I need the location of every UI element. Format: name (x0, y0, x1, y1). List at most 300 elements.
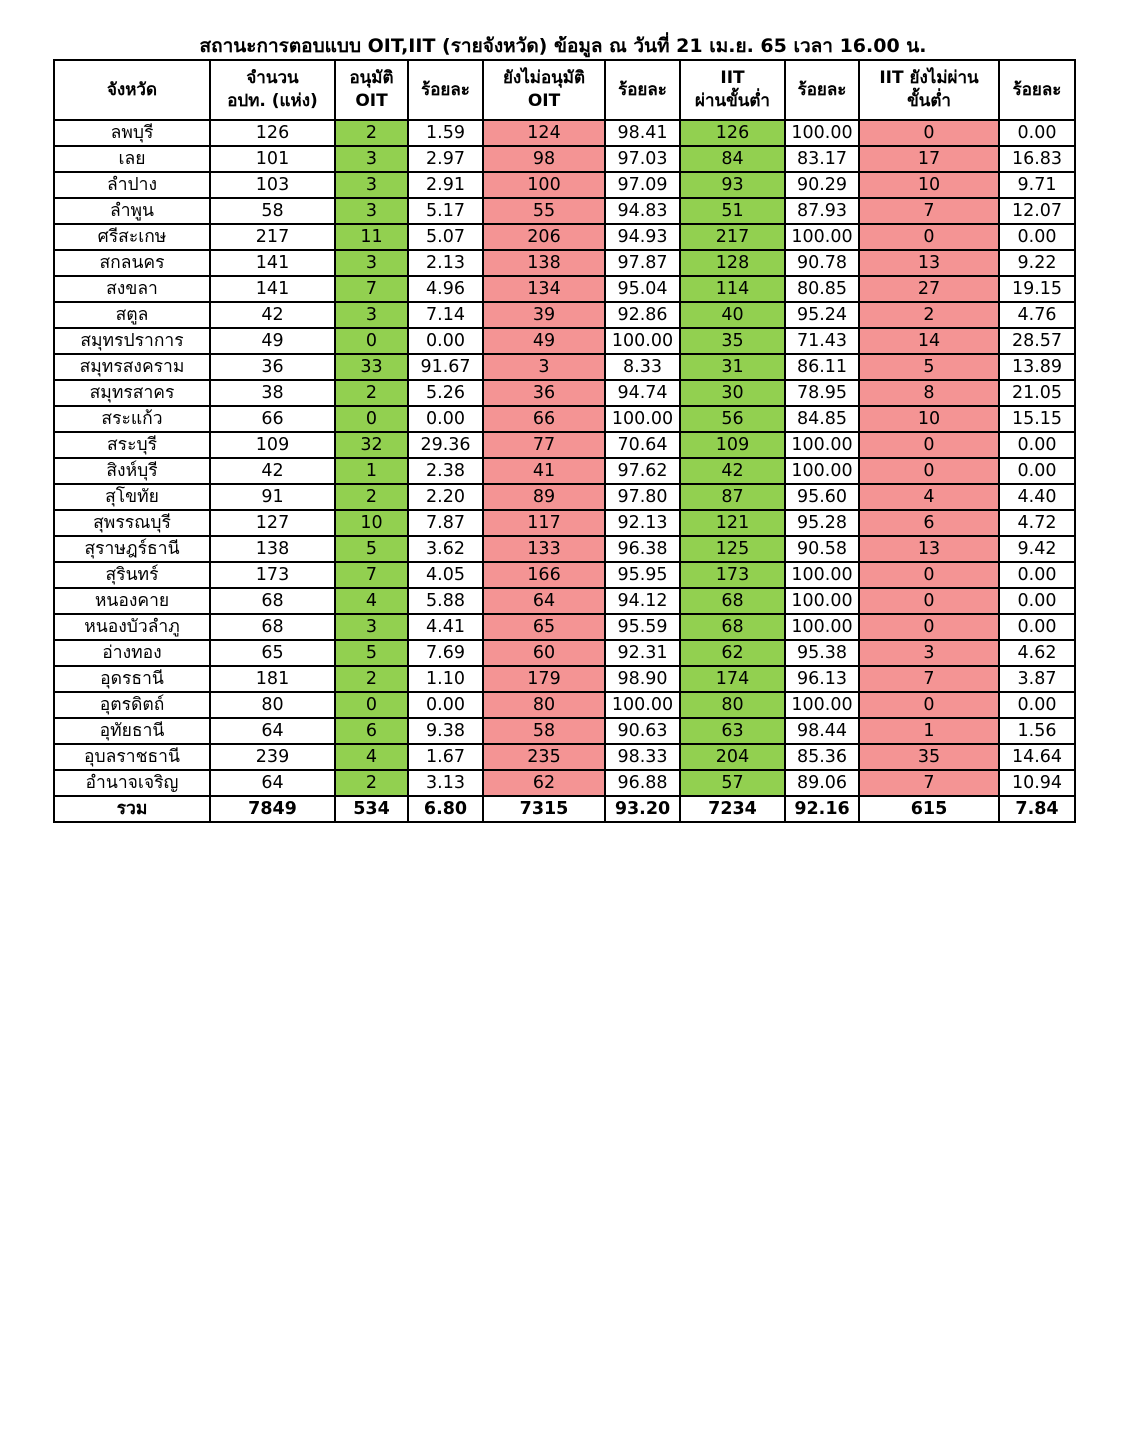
iit-not-passed-percent-cell: 21.05 (999, 380, 1075, 406)
oit-not-approved-percent-cell: 97.09 (605, 172, 680, 198)
table-row (54, 380, 1075, 406)
iit-not-passed-percent-cell: 19.15 (999, 276, 1075, 302)
iit-passed-percent-cell: 95.38 (785, 640, 859, 666)
iit-passed-cell: 30 (680, 380, 785, 406)
province-cell: หนองคาย (54, 588, 210, 614)
oit-not-approved-percent-cell: 70.64 (605, 432, 680, 458)
oit-not-approved-percent-cell: 94.93 (605, 224, 680, 250)
oit-approved-cell: 33 (335, 354, 408, 380)
iit-not-passed-cell: 35 (859, 744, 999, 770)
table-row (54, 302, 1075, 328)
oit-not-approved-percent-cell: 95.95 (605, 562, 680, 588)
column-header (408, 60, 483, 120)
iit-not-passed-percent-cell: 0.00 (999, 562, 1075, 588)
iit-passed-percent-cell: 85.36 (785, 744, 859, 770)
count-cell: 65 (210, 640, 335, 666)
iit-passed-cell: 173 (680, 562, 785, 588)
province-cell: สุโขทัย (54, 484, 210, 510)
iit-not-passed-cell: 7 (859, 666, 999, 692)
iit-not-passed-cell: 0 (859, 458, 999, 484)
iit-not-passed-percent-cell: 14.64 (999, 744, 1075, 770)
province-cell: สุราษฎร์ธานี (54, 536, 210, 562)
column-header-line: IIT (720, 68, 745, 88)
iit-passed-cell: 31 (680, 354, 785, 380)
count-cell: 68 (210, 614, 335, 640)
iit-not-passed-cell: 0 (859, 588, 999, 614)
iit-passed-percent-cell: 84.85 (785, 406, 859, 432)
table-row (54, 718, 1075, 744)
iit-passed-percent-cell: 71.43 (785, 328, 859, 354)
oit-approved-percent-cell: 91.67 (408, 354, 483, 380)
oit-approved-cell: 3 (335, 198, 408, 224)
oit-not-approved-percent-cell: 94.74 (605, 380, 680, 406)
table-row (54, 354, 1075, 380)
oit-approved-percent-cell: 2.13 (408, 250, 483, 276)
oit-not-approved-cell: 55 (483, 198, 605, 224)
oit-not-approved-cell: 179 (483, 666, 605, 692)
oit-approved-percent-cell: 2.91 (408, 172, 483, 198)
iit-not-passed-percent-cell: 4.40 (999, 484, 1075, 510)
iit-not-passed-percent-cell: 0.00 (999, 614, 1075, 640)
oit-approved-cell: 0 (335, 328, 408, 354)
iit-passed-cell: 84 (680, 146, 785, 172)
iit-passed-cell: 68 (680, 588, 785, 614)
oit-not-approved-cell: 100 (483, 172, 605, 198)
iit-not-passed-percent-cell: 28.57 (999, 328, 1075, 354)
oit-not-approved-percent-cell: 92.86 (605, 302, 680, 328)
column-header-line: ร้อยละ (618, 79, 667, 100)
iit-not-passed-percent-cell: 0.00 (999, 588, 1075, 614)
iit-passed-cell: 114 (680, 276, 785, 302)
oit-not-approved-percent-cell: 96.38 (605, 536, 680, 562)
count-cell: 42 (210, 302, 335, 328)
count-cell: 49 (210, 328, 335, 354)
iit-passed-percent-cell: 100.00 (785, 224, 859, 250)
oit-approved-percent-cell: 0.00 (408, 406, 483, 432)
oit-not-approved-cell: 235 (483, 744, 605, 770)
table-row (54, 640, 1075, 666)
oit-not-approved-cell: 138 (483, 250, 605, 276)
province-cell: อุตรดิตถ์ (54, 692, 210, 718)
table-body (54, 120, 1075, 822)
province-cell: ลำพูน (54, 198, 210, 224)
iit-passed-percent-cell: 98.44 (785, 718, 859, 744)
table-row (54, 770, 1075, 796)
iit-not-passed-percent-cell: 4.62 (999, 640, 1075, 666)
iit-not-passed-cell: 14 (859, 328, 999, 354)
iit-not-passed-percent-cell: 12.07 (999, 198, 1075, 224)
total-iit-not-passed-percent-cell: 7.84 (999, 796, 1075, 822)
oit-approved-cell: 2 (335, 484, 408, 510)
oit-approved-cell: 7 (335, 562, 408, 588)
table-row (54, 510, 1075, 536)
column-header (859, 60, 999, 120)
oit-not-approved-cell: 117 (483, 510, 605, 536)
table-row (54, 146, 1075, 172)
table-row (54, 432, 1075, 458)
oit-not-approved-percent-cell: 97.03 (605, 146, 680, 172)
column-header-line: OIT (355, 91, 388, 111)
total-iit-not-passed-cell: 615 (859, 796, 999, 822)
oit-approved-cell: 3 (335, 614, 408, 640)
province-cell: สตูล (54, 302, 210, 328)
oit-approved-cell: 5 (335, 536, 408, 562)
iit-passed-cell: 40 (680, 302, 785, 328)
iit-passed-percent-cell: 95.60 (785, 484, 859, 510)
iit-passed-cell: 126 (680, 120, 785, 146)
oit-not-approved-percent-cell: 90.63 (605, 718, 680, 744)
iit-not-passed-percent-cell: 1.56 (999, 718, 1075, 744)
oit-approved-percent-cell: 5.07 (408, 224, 483, 250)
table-row (54, 198, 1075, 224)
count-cell: 80 (210, 692, 335, 718)
oit-approved-cell: 6 (335, 718, 408, 744)
count-cell: 127 (210, 510, 335, 536)
oit-approved-cell: 2 (335, 770, 408, 796)
oit-approved-percent-cell: 2.38 (408, 458, 483, 484)
oit-approved-percent-cell: 1.67 (408, 744, 483, 770)
iit-not-passed-percent-cell: 9.22 (999, 250, 1075, 276)
oit-approved-cell: 3 (335, 302, 408, 328)
iit-not-passed-percent-cell: 9.42 (999, 536, 1075, 562)
iit-passed-cell: 128 (680, 250, 785, 276)
column-header-line: อปท. (แห่ง) (227, 91, 318, 111)
oit-not-approved-cell: 3 (483, 354, 605, 380)
count-cell: 66 (210, 406, 335, 432)
province-cell: สระบุรี (54, 432, 210, 458)
province-cell: สงขลา (54, 276, 210, 302)
oit-not-approved-percent-cell: 100.00 (605, 692, 680, 718)
province-cell: อำนาจเจริญ (54, 770, 210, 796)
iit-not-passed-cell: 0 (859, 120, 999, 146)
count-cell: 126 (210, 120, 335, 146)
iit-not-passed-cell: 0 (859, 432, 999, 458)
column-header (680, 60, 785, 120)
column-header-line: อนุมัติ (349, 68, 394, 88)
iit-not-passed-cell: 7 (859, 770, 999, 796)
oit-approved-percent-cell: 2.97 (408, 146, 483, 172)
province-cell: ลพบุรี (54, 120, 210, 146)
count-cell: 141 (210, 250, 335, 276)
oit-approved-percent-cell: 4.96 (408, 276, 483, 302)
oit-not-approved-cell: 77 (483, 432, 605, 458)
oit-not-approved-cell: 65 (483, 614, 605, 640)
iit-not-passed-percent-cell: 15.15 (999, 406, 1075, 432)
count-cell: 42 (210, 458, 335, 484)
column-header-line: ขั้นต่ำ (907, 91, 951, 111)
oit-not-approved-percent-cell: 92.13 (605, 510, 680, 536)
iit-not-passed-percent-cell: 3.87 (999, 666, 1075, 692)
oit-approved-percent-cell: 7.69 (408, 640, 483, 666)
iit-passed-cell: 87 (680, 484, 785, 510)
oit-approved-percent-cell: 1.10 (408, 666, 483, 692)
oit-approved-cell: 2 (335, 380, 408, 406)
oit-approved-percent-cell: 5.26 (408, 380, 483, 406)
province-cell: สมุทรสงคราม (54, 354, 210, 380)
iit-not-passed-cell: 1 (859, 718, 999, 744)
iit-not-passed-cell: 13 (859, 536, 999, 562)
iit-not-passed-percent-cell: 16.83 (999, 146, 1075, 172)
iit-not-passed-percent-cell: 0.00 (999, 432, 1075, 458)
count-cell: 138 (210, 536, 335, 562)
iit-passed-percent-cell: 87.93 (785, 198, 859, 224)
iit-not-passed-cell: 4 (859, 484, 999, 510)
oit-approved-percent-cell: 0.00 (408, 328, 483, 354)
iit-passed-percent-cell: 100.00 (785, 562, 859, 588)
column-header-line: จังหวัด (106, 79, 158, 100)
iit-not-passed-percent-cell: 0.00 (999, 692, 1075, 718)
iit-not-passed-percent-cell: 0.00 (999, 120, 1075, 146)
oit-not-approved-cell: 80 (483, 692, 605, 718)
iit-passed-percent-cell: 100.00 (785, 458, 859, 484)
iit-passed-percent-cell: 83.17 (785, 146, 859, 172)
count-cell: 64 (210, 770, 335, 796)
iit-passed-percent-cell: 96.13 (785, 666, 859, 692)
province-cell: ศรีสะเกษ (54, 224, 210, 250)
oit-approved-percent-cell: 5.88 (408, 588, 483, 614)
count-cell: 64 (210, 718, 335, 744)
iit-passed-percent-cell: 100.00 (785, 614, 859, 640)
oit-not-approved-cell: 36 (483, 380, 605, 406)
oit-not-approved-cell: 98 (483, 146, 605, 172)
column-header-line: OIT (527, 91, 561, 111)
oit-not-approved-percent-cell: 98.90 (605, 666, 680, 692)
page-title: สถานะการตอบแบบ OIT,IIT (รายจังหวัด) ข้อมูล ณ วันที่ 21 เม.ย. 65 เวลา 16.00 น. (199, 35, 927, 57)
province-cell: อุบลราชธานี (54, 744, 210, 770)
oit-approved-percent-cell: 0.00 (408, 692, 483, 718)
oit-not-approved-percent-cell: 97.80 (605, 484, 680, 510)
oit-not-approved-percent-cell: 100.00 (605, 328, 680, 354)
table-row (54, 224, 1075, 250)
province-cell: สุรินทร์ (54, 562, 210, 588)
oit-not-approved-cell: 89 (483, 484, 605, 510)
iit-passed-percent-cell: 100.00 (785, 432, 859, 458)
iit-passed-cell: 121 (680, 510, 785, 536)
oit-approved-cell: 4 (335, 744, 408, 770)
province-cell: สมุทรสาคร (54, 380, 210, 406)
iit-not-passed-cell: 3 (859, 640, 999, 666)
province-cell: อ่างทอง (54, 640, 210, 666)
iit-passed-percent-cell: 86.11 (785, 354, 859, 380)
total-oit-approved-percent-cell: 6.80 (408, 796, 483, 822)
province-cell: สระแก้ว (54, 406, 210, 432)
table-row (54, 692, 1075, 718)
province-cell: สุพรรณบุรี (54, 510, 210, 536)
iit-not-passed-cell: 0 (859, 562, 999, 588)
iit-passed-percent-cell: 90.78 (785, 250, 859, 276)
oit-approved-percent-cell: 2.20 (408, 484, 483, 510)
province-cell: สกลนคร (54, 250, 210, 276)
iit-passed-percent-cell: 90.58 (785, 536, 859, 562)
oit-not-approved-cell: 62 (483, 770, 605, 796)
oit-approved-percent-cell: 29.36 (408, 432, 483, 458)
column-header (999, 60, 1075, 120)
iit-not-passed-cell: 10 (859, 406, 999, 432)
oit-approved-cell: 2 (335, 120, 408, 146)
table-row (54, 406, 1075, 432)
column-header-line: ยังไม่อนุมัติ (502, 68, 586, 88)
table-row (54, 120, 1075, 146)
iit-not-passed-cell: 2 (859, 302, 999, 328)
table-row (54, 484, 1075, 510)
iit-not-passed-cell: 7 (859, 198, 999, 224)
iit-not-passed-cell: 0 (859, 224, 999, 250)
count-cell: 217 (210, 224, 335, 250)
oit-not-approved-cell: 166 (483, 562, 605, 588)
iit-not-passed-cell: 27 (859, 276, 999, 302)
iit-not-passed-percent-cell: 0.00 (999, 458, 1075, 484)
oit-not-approved-cell: 66 (483, 406, 605, 432)
count-cell: 58 (210, 198, 335, 224)
table-row (54, 588, 1075, 614)
oit-not-approved-percent-cell: 94.12 (605, 588, 680, 614)
oit-approved-cell: 5 (335, 640, 408, 666)
iit-passed-cell: 217 (680, 224, 785, 250)
oit-not-approved-percent-cell: 95.04 (605, 276, 680, 302)
iit-not-passed-cell: 5 (859, 354, 999, 380)
count-cell: 38 (210, 380, 335, 406)
table-row (54, 328, 1075, 354)
column-header (605, 60, 680, 120)
column-header-line: จำนวน (246, 68, 299, 88)
column-header-line: ร้อยละ (797, 79, 847, 100)
oit-approved-percent-cell: 3.62 (408, 536, 483, 562)
oit-not-approved-cell: 133 (483, 536, 605, 562)
count-cell: 239 (210, 744, 335, 770)
iit-not-passed-cell: 10 (859, 172, 999, 198)
count-cell: 103 (210, 172, 335, 198)
oit-not-approved-cell: 39 (483, 302, 605, 328)
iit-not-passed-percent-cell: 10.94 (999, 770, 1075, 796)
oit-approved-percent-cell: 1.59 (408, 120, 483, 146)
oit-not-approved-percent-cell: 92.31 (605, 640, 680, 666)
column-header-line: IIT ยังไม่ผ่าน (879, 68, 979, 88)
iit-passed-cell: 109 (680, 432, 785, 458)
total-oit-not-approved-percent-cell: 93.20 (605, 796, 680, 822)
column-header (54, 60, 210, 120)
count-cell: 181 (210, 666, 335, 692)
oit-approved-percent-cell: 7.87 (408, 510, 483, 536)
iit-passed-cell: 62 (680, 640, 785, 666)
iit-passed-percent-cell: 100.00 (785, 588, 859, 614)
oit-approved-cell: 0 (335, 692, 408, 718)
iit-passed-percent-cell: 100.00 (785, 692, 859, 718)
iit-passed-percent-cell: 80.85 (785, 276, 859, 302)
total-label: รวม (54, 796, 210, 822)
oit-not-approved-percent-cell: 95.59 (605, 614, 680, 640)
oit-approved-cell: 2 (335, 666, 408, 692)
iit-passed-cell: 56 (680, 406, 785, 432)
province-cell: อุดรธานี (54, 666, 210, 692)
count-cell: 101 (210, 146, 335, 172)
count-cell: 141 (210, 276, 335, 302)
table-row (54, 276, 1075, 302)
count-cell: 36 (210, 354, 335, 380)
iit-not-passed-percent-cell: 9.71 (999, 172, 1075, 198)
oit-approved-cell: 3 (335, 250, 408, 276)
total-row (54, 796, 1075, 822)
province-cell: อุทัยธานี (54, 718, 210, 744)
iit-passed-percent-cell: 89.06 (785, 770, 859, 796)
province-cell: ลำปาง (54, 172, 210, 198)
iit-not-passed-percent-cell: 13.89 (999, 354, 1075, 380)
oit-not-approved-cell: 58 (483, 718, 605, 744)
province-cell: สิงห์บุรี (54, 458, 210, 484)
iit-not-passed-cell: 13 (859, 250, 999, 276)
status-table (53, 59, 1076, 823)
oit-approved-cell: 3 (335, 146, 408, 172)
oit-not-approved-cell: 206 (483, 224, 605, 250)
oit-not-approved-percent-cell: 97.62 (605, 458, 680, 484)
iit-not-passed-percent-cell: 4.76 (999, 302, 1075, 328)
iit-passed-cell: 204 (680, 744, 785, 770)
column-header (210, 60, 335, 120)
province-cell: หนองบัวลำภู (54, 614, 210, 640)
oit-not-approved-percent-cell: 94.83 (605, 198, 680, 224)
oit-approved-cell: 4 (335, 588, 408, 614)
column-header (335, 60, 408, 120)
oit-not-approved-percent-cell: 8.33 (605, 354, 680, 380)
iit-passed-cell: 93 (680, 172, 785, 198)
oit-not-approved-cell: 41 (483, 458, 605, 484)
province-cell: เลย (54, 146, 210, 172)
header-row (54, 60, 1075, 120)
oit-not-approved-cell: 134 (483, 276, 605, 302)
iit-passed-cell: 57 (680, 770, 785, 796)
iit-passed-cell: 125 (680, 536, 785, 562)
iit-not-passed-cell: 0 (859, 614, 999, 640)
oit-approved-percent-cell: 4.05 (408, 562, 483, 588)
oit-not-approved-percent-cell: 98.33 (605, 744, 680, 770)
table-row (54, 250, 1075, 276)
table-row (54, 562, 1075, 588)
iit-not-passed-cell: 17 (859, 146, 999, 172)
count-cell: 91 (210, 484, 335, 510)
iit-passed-percent-cell: 95.24 (785, 302, 859, 328)
table-row (54, 614, 1075, 640)
total-iit-passed-cell: 7234 (680, 796, 785, 822)
oit-approved-cell: 11 (335, 224, 408, 250)
oit-not-approved-cell: 64 (483, 588, 605, 614)
oit-not-approved-percent-cell: 98.41 (605, 120, 680, 146)
iit-passed-cell: 174 (680, 666, 785, 692)
oit-not-approved-percent-cell: 97.87 (605, 250, 680, 276)
table-row (54, 458, 1075, 484)
iit-not-passed-cell: 0 (859, 692, 999, 718)
oit-approved-percent-cell: 5.17 (408, 198, 483, 224)
table-row (54, 536, 1075, 562)
iit-not-passed-percent-cell: 0.00 (999, 224, 1075, 250)
oit-approved-cell: 32 (335, 432, 408, 458)
oit-not-approved-cell: 49 (483, 328, 605, 354)
oit-not-approved-cell: 60 (483, 640, 605, 666)
province-cell: สมุทรปราการ (54, 328, 210, 354)
oit-approved-cell: 1 (335, 458, 408, 484)
count-cell: 68 (210, 588, 335, 614)
total-iit-passed-percent-cell: 92.16 (785, 796, 859, 822)
column-header-line: ผ่านขั้นต่ำ (695, 91, 770, 111)
oit-approved-percent-cell: 7.14 (408, 302, 483, 328)
iit-passed-percent-cell: 95.28 (785, 510, 859, 536)
oit-approved-percent-cell: 9.38 (408, 718, 483, 744)
count-cell: 109 (210, 432, 335, 458)
oit-approved-cell: 10 (335, 510, 408, 536)
iit-passed-cell: 63 (680, 718, 785, 744)
iit-passed-percent-cell: 100.00 (785, 120, 859, 146)
iit-not-passed-cell: 6 (859, 510, 999, 536)
count-cell: 173 (210, 562, 335, 588)
iit-passed-cell: 42 (680, 458, 785, 484)
